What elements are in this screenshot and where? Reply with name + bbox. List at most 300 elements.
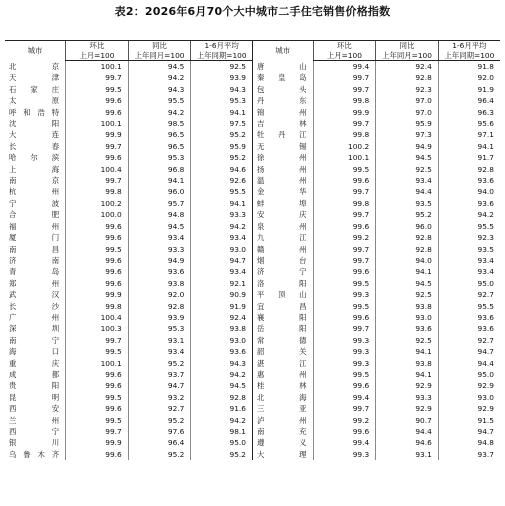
mom-cell: 100.3 (66, 323, 129, 334)
mom-cell: 99.2 (313, 415, 376, 426)
mom-cell: 99.5 (313, 278, 376, 289)
city-cell: 赣州 (252, 244, 313, 255)
mom-cell: 99.9 (313, 107, 376, 118)
table-title: 表2：2026年6月70个大中城市二手住宅销售价格指数 (114, 5, 391, 18)
table-row (5, 289, 500, 300)
yoy-cell: 93.6 (376, 323, 439, 334)
yoy-cell: 98.5 (128, 118, 191, 129)
mom-cell: 99.6 (313, 221, 376, 232)
table-row (5, 232, 500, 243)
avg-cell: 95.0 (438, 369, 500, 380)
table-row (5, 255, 500, 266)
mom-cell: 100.4 (66, 164, 129, 175)
yoy-cell: 97.0 (376, 95, 439, 106)
avg-cell: 92.4 (191, 312, 253, 323)
mom-cell: 99.7 (313, 84, 376, 95)
city-cell: 吉林 (252, 118, 313, 129)
avg-cell: 94.7 (438, 346, 500, 357)
table-row (5, 266, 500, 277)
table-row (5, 152, 500, 163)
mom-cell: 99.7 (66, 141, 129, 152)
table-row (5, 221, 500, 232)
table-row (5, 84, 500, 95)
table-row (5, 380, 500, 391)
avg-cell: 93.6 (438, 198, 500, 209)
mom-cell: 99.6 (66, 255, 129, 266)
table-row (5, 95, 500, 106)
avg-cell: 93.4 (438, 255, 500, 266)
city-cell: 天津 (9, 73, 60, 83)
avg-cell: 93.6 (438, 312, 500, 323)
yoy-cell: 94.5 (376, 278, 439, 289)
mom-cell: 99.5 (313, 164, 376, 175)
avg-cell: 93.8 (191, 323, 253, 334)
yoy-cell: 95.3 (128, 323, 191, 334)
avg-cell: 93.5 (438, 244, 500, 255)
table-row (5, 449, 500, 460)
avg-cell: 94.7 (438, 426, 500, 437)
mom-cell: 100.2 (66, 198, 129, 209)
avg-cell: 98.1 (191, 426, 253, 437)
mom-cell: 99.7 (313, 209, 376, 220)
mom-cell: 99.6 (66, 232, 129, 243)
yoy-cell: 94.4 (376, 426, 439, 437)
yoy-cell: 93.4 (128, 232, 191, 243)
table-row (5, 437, 500, 448)
avg-header: 1-6月平均 (191, 41, 253, 52)
table-row (5, 164, 500, 175)
yoy-cell: 92.9 (376, 403, 439, 414)
table-row (5, 415, 500, 426)
mom-cell: 99.8 (313, 198, 376, 209)
city-cell: 泸州 (252, 415, 313, 426)
yoy-cell: 94.9 (376, 141, 439, 152)
avg-cell: 94.6 (191, 164, 253, 175)
city-cell: 沈阳 (9, 119, 60, 129)
yoy-cell: 96.0 (376, 221, 439, 232)
city-cell: 丹东 (252, 95, 313, 106)
city-cell: 宁波 (9, 198, 60, 208)
yoy-cell: 93.1 (376, 449, 439, 460)
mom-cell: 100.1 (66, 358, 129, 369)
city-cell: 岳阳 (252, 323, 313, 334)
city-cell: 金华 (252, 186, 313, 197)
avg-cell: 93.4 (191, 266, 253, 277)
table-row (5, 426, 500, 437)
yoy-cell: 93.3 (376, 392, 439, 403)
avg-cell: 93.3 (191, 209, 253, 220)
price-index-table (5, 40, 500, 460)
avg-cell: 94.2 (191, 369, 253, 380)
avg-cell: 92.8 (438, 164, 500, 175)
table-row (5, 61, 500, 73)
city-cell: 唐山 (252, 61, 313, 73)
yoy-cell: 93.4 (376, 175, 439, 186)
avg-cell: 93.0 (191, 244, 253, 255)
mom-cell: 99.6 (66, 266, 129, 277)
mom-cell: 100.1 (313, 152, 376, 163)
avg-cell: 93.0 (438, 392, 500, 403)
mom-header: 环比 (313, 41, 376, 52)
avg-cell: 94.7 (191, 255, 253, 266)
mom-cell: 99.6 (66, 95, 129, 106)
avg-cell: 96.3 (438, 107, 500, 118)
avg-cell: 94.1 (191, 107, 253, 118)
mom-cell: 99.7 (66, 72, 129, 83)
mom-cell: 99.6 (66, 152, 129, 163)
city-cell: 温州 (252, 175, 313, 186)
mom-cell: 99.7 (313, 118, 376, 129)
city-cell: 安庆 (252, 209, 313, 220)
mom-cell: 99.4 (313, 392, 376, 403)
city-cell: 昆明 (9, 392, 60, 402)
city-cell: 上海 (9, 164, 60, 174)
mom-cell: 99.6 (313, 312, 376, 323)
city-cell: 南京 (9, 176, 60, 186)
city-cell: 锦州 (252, 107, 313, 118)
avg-cell: 97.5 (191, 118, 253, 129)
city-cell: 无锡 (252, 141, 313, 152)
mom-cell: 99.5 (66, 346, 129, 357)
city-cell: 乌鲁木齐 (9, 449, 60, 459)
mom-cell: 99.4 (313, 437, 376, 448)
city-cell: 深圳 (9, 324, 60, 334)
city-cell: 惠州 (252, 369, 313, 380)
mom-cell: 99.6 (313, 266, 376, 277)
mom-cell: 99.2 (313, 232, 376, 243)
yoy-cell: 92.5 (376, 335, 439, 346)
yoy-cell: 92.5 (376, 164, 439, 175)
yoy-cell: 94.1 (376, 346, 439, 357)
avg-cell: 92.7 (438, 289, 500, 300)
avg-cell: 95.2 (191, 129, 253, 140)
avg-cell: 92.3 (438, 232, 500, 243)
city-cell: 重庆 (9, 358, 60, 368)
city-cell: 湛江 (252, 358, 313, 369)
mom-cell: 99.3 (313, 289, 376, 300)
avg-cell: 92.0 (438, 72, 500, 83)
yoy-cell: 92.4 (376, 61, 439, 73)
city-cell: 三亚 (252, 403, 313, 414)
yoy-cell: 94.1 (128, 175, 191, 186)
avg-cell: 95.0 (438, 278, 500, 289)
city-cell: 兰州 (9, 415, 60, 425)
table-row (5, 346, 500, 357)
avg-cell: 95.5 (191, 186, 253, 197)
city-cell: 武汉 (9, 290, 60, 300)
city-cell: 襄阳 (252, 312, 313, 323)
avg-cell: 93.4 (191, 232, 253, 243)
avg-cell: 91.8 (438, 61, 500, 73)
city-cell: 烟台 (252, 255, 313, 266)
yoy-cell: 92.9 (376, 380, 439, 391)
mom-cell: 99.3 (313, 358, 376, 369)
mom-cell: 100.1 (66, 61, 129, 73)
yoy-cell: 92.0 (128, 289, 191, 300)
city-cell: 遵义 (252, 437, 313, 448)
city-cell: 西宁 (9, 427, 60, 436)
yoy-cell: 94.5 (376, 152, 439, 163)
city-cell: 南宁 (9, 335, 60, 345)
city-cell: 长春 (9, 141, 60, 151)
city-cell: 北海 (252, 392, 313, 403)
city-cell: 南昌 (9, 244, 60, 254)
table-row (5, 312, 500, 323)
table-row (5, 403, 500, 414)
avg-cell: 91.5 (438, 415, 500, 426)
yoy-cell: 92.8 (376, 72, 439, 83)
city-cell: 平顶山 (252, 289, 313, 300)
yoy-cell: 97.6 (128, 426, 191, 437)
yoy-cell: 95.9 (376, 118, 439, 129)
avg-cell: 91.9 (438, 84, 500, 95)
yoy-cell: 93.2 (128, 392, 191, 403)
table-row (5, 369, 500, 380)
avg-cell: 92.7 (438, 335, 500, 346)
avg-cell: 91.6 (191, 403, 253, 414)
yoy-cell: 94.5 (128, 61, 191, 73)
table-row (5, 301, 500, 312)
yoy-cell: 90.7 (376, 415, 439, 426)
mom-cell: 99.6 (66, 369, 129, 380)
avg-cell: 92.8 (191, 392, 253, 403)
yoy-cell: 95.3 (128, 152, 191, 163)
avg-cell: 91.9 (191, 301, 253, 312)
avg-cell: 94.8 (438, 437, 500, 448)
yoy-cell: 95.7 (128, 198, 191, 209)
city-cell: 桂林 (252, 380, 313, 391)
avg-cell: 94.2 (191, 415, 253, 426)
city-cell: 海口 (9, 347, 60, 357)
yoy-cell: 94.1 (376, 266, 439, 277)
table-row (5, 118, 500, 129)
mom-cell: 99.6 (66, 380, 129, 391)
avg-cell: 94.1 (191, 198, 253, 209)
city-cell: 扬州 (252, 164, 313, 175)
table-row (5, 278, 500, 289)
avg-cell: 93.6 (438, 323, 500, 334)
mom-cell: 99.6 (66, 278, 129, 289)
avg-cell: 91.7 (438, 152, 500, 163)
yoy-cell: 93.8 (128, 278, 191, 289)
city-cell: 常德 (252, 335, 313, 346)
mom-cell: 99.9 (66, 129, 129, 140)
yoy-cell: 93.8 (376, 358, 439, 369)
yoy-cell: 96.0 (128, 186, 191, 197)
avg-cell: 94.2 (438, 209, 500, 220)
city-header: 城市 (252, 41, 313, 61)
city-cell: 大连 (9, 130, 60, 140)
yoy-cell: 95.5 (128, 95, 191, 106)
city-cell: 长沙 (9, 301, 60, 311)
city-cell: 石家庄 (9, 84, 60, 94)
yoy-cell: 96.4 (128, 437, 191, 448)
mom-cell: 99.6 (66, 107, 129, 118)
yoy-cell: 92.7 (128, 403, 191, 414)
yoy-cell: 97.3 (376, 129, 439, 140)
yoy-cell: 94.2 (128, 72, 191, 83)
avg-cell: 93.0 (191, 335, 253, 346)
yoy-cell: 95.2 (128, 415, 191, 426)
mom-cell: 99.7 (313, 255, 376, 266)
yoy-cell: 96.8 (128, 164, 191, 175)
table-row (5, 244, 500, 255)
mom-subheader: 上月=100 (313, 51, 376, 61)
yoy-subheader: 上年同月=100 (128, 51, 191, 61)
avg-cell: 93.6 (191, 346, 253, 357)
mom-cell: 99.7 (66, 335, 129, 346)
mom-cell: 99.5 (313, 369, 376, 380)
city-cell: 济南 (9, 255, 60, 265)
yoy-cell: 92.5 (376, 289, 439, 300)
city-cell: 广州 (9, 312, 60, 322)
avg-cell: 96.4 (438, 95, 500, 106)
mom-header: 环比 (66, 41, 129, 52)
city-cell: 牡丹江 (252, 129, 313, 140)
avg-cell: 92.1 (191, 278, 253, 289)
city-cell: 徐州 (252, 152, 313, 163)
table-row (5, 129, 500, 140)
avg-cell: 92.9 (438, 380, 500, 391)
yoy-header: 同比 (376, 41, 439, 52)
city-cell: 呼和浩特 (9, 107, 60, 117)
city-cell: 青岛 (9, 267, 60, 277)
city-cell: 济宁 (252, 266, 313, 277)
mom-cell: 99.6 (66, 449, 129, 460)
yoy-cell: 95.2 (376, 209, 439, 220)
avg-cell: 94.5 (191, 380, 253, 391)
mom-cell: 99.7 (313, 244, 376, 255)
yoy-cell: 93.3 (128, 244, 191, 255)
avg-cell: 94.0 (438, 186, 500, 197)
city-cell: 杭州 (9, 187, 60, 197)
mom-cell: 99.8 (313, 95, 376, 106)
mom-cell: 99.6 (66, 403, 129, 414)
city-cell: 厦门 (9, 233, 60, 243)
city-cell: 银川 (9, 438, 60, 448)
avg-cell: 93.6 (438, 175, 500, 186)
avg-subheader: 上年同期=100 (438, 51, 500, 61)
table-row (5, 358, 500, 369)
yoy-cell: 92.8 (376, 232, 439, 243)
mom-cell: 99.3 (313, 346, 376, 357)
avg-cell: 97.1 (438, 129, 500, 140)
avg-cell: 95.5 (438, 221, 500, 232)
yoy-cell: 93.7 (128, 369, 191, 380)
avg-cell: 94.1 (438, 141, 500, 152)
city-cell: 西安 (9, 404, 60, 414)
avg-cell: 92.5 (191, 61, 253, 73)
yoy-cell: 94.0 (376, 255, 439, 266)
city-cell: 哈尔滨 (9, 153, 60, 163)
yoy-cell: 93.6 (128, 266, 191, 277)
table-row (5, 392, 500, 403)
city-cell: 泉州 (252, 221, 313, 232)
mom-cell: 99.9 (66, 289, 129, 300)
yoy-cell: 92.3 (376, 84, 439, 95)
table-row (5, 186, 500, 197)
yoy-cell: 94.8 (128, 209, 191, 220)
avg-cell: 95.2 (191, 152, 253, 163)
mom-cell: 99.3 (313, 335, 376, 346)
yoy-cell: 94.9 (128, 255, 191, 266)
mom-cell: 99.6 (66, 221, 129, 232)
mom-cell: 99.8 (66, 301, 129, 312)
mom-cell: 99.3 (313, 449, 376, 460)
avg-cell: 95.5 (438, 301, 500, 312)
city-cell: 秦皇岛 (252, 72, 313, 83)
yoy-cell: 93.5 (376, 198, 439, 209)
city-cell: 韶关 (252, 346, 313, 357)
mom-cell: 99.7 (313, 323, 376, 334)
city-cell: 大理 (252, 449, 313, 460)
table-row (5, 107, 500, 118)
mom-cell: 99.6 (313, 380, 376, 391)
avg-cell: 95.6 (438, 118, 500, 129)
table-row (5, 72, 500, 83)
yoy-cell: 94.3 (128, 84, 191, 95)
yoy-header: 同比 (128, 41, 191, 52)
city-cell: 郑州 (9, 278, 60, 288)
avg-cell: 95.2 (191, 449, 253, 460)
yoy-cell: 93.0 (376, 312, 439, 323)
city-cell: 南充 (252, 426, 313, 437)
city-cell: 成都 (9, 369, 60, 379)
yoy-cell: 96.5 (128, 129, 191, 140)
city-cell: 北京 (9, 61, 60, 71)
mom-cell: 99.5 (313, 301, 376, 312)
yoy-cell: 93.4 (128, 346, 191, 357)
mom-cell: 99.9 (66, 437, 129, 448)
table-row (5, 175, 500, 186)
mom-cell: 99.5 (66, 392, 129, 403)
avg-cell: 94.3 (191, 358, 253, 369)
mom-subheader: 上月=100 (66, 51, 129, 61)
avg-cell: 92.6 (191, 175, 253, 186)
mom-cell: 99.7 (66, 426, 129, 437)
mom-cell: 99.7 (313, 72, 376, 83)
city-cell: 福州 (9, 221, 60, 231)
avg-cell: 95.3 (191, 95, 253, 106)
mom-cell: 99.8 (66, 186, 129, 197)
mom-cell: 99.5 (66, 84, 129, 95)
city-cell: 蚌埠 (252, 198, 313, 209)
avg-cell: 94.3 (191, 84, 253, 95)
avg-cell: 93.4 (438, 266, 500, 277)
yoy-cell: 96.5 (128, 141, 191, 152)
yoy-cell: 94.1 (376, 369, 439, 380)
mom-cell: 100.0 (66, 209, 129, 220)
avg-cell: 92.9 (438, 403, 500, 414)
mom-cell: 100.1 (66, 118, 129, 129)
avg-cell: 95.0 (191, 437, 253, 448)
yoy-cell: 92.8 (376, 244, 439, 255)
yoy-cell: 97.0 (376, 107, 439, 118)
yoy-cell: 95.2 (128, 449, 191, 460)
mom-cell: 100.2 (313, 141, 376, 152)
yoy-cell: 94.7 (128, 380, 191, 391)
city-cell: 合肥 (9, 210, 60, 220)
table-row (5, 141, 500, 152)
city-cell: 贵阳 (9, 381, 60, 391)
yoy-subheader: 上年同月=100 (376, 51, 439, 61)
mom-cell: 99.7 (66, 175, 129, 186)
avg-cell: 94.4 (438, 358, 500, 369)
mom-cell: 99.7 (313, 186, 376, 197)
yoy-cell: 92.8 (128, 301, 191, 312)
avg-cell: 90.9 (191, 289, 253, 300)
mom-cell: 100.4 (66, 312, 129, 323)
